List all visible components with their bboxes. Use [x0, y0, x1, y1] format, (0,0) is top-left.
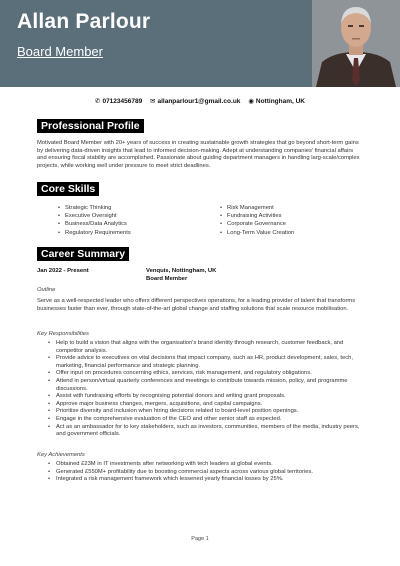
job-employer-block: [146, 268, 216, 283]
candidate-name: Allan Parlour: [17, 10, 151, 33]
skill-item: • Executive Oversight: [58, 212, 131, 220]
page-number: Page 1: [191, 536, 209, 542]
profile-photo: [312, 0, 400, 87]
skill-item: • Strategic Thinking: [58, 204, 131, 212]
section-title-career: Career Summary: [37, 247, 129, 261]
list-item: • Prioritise diversity and inclusion when hiring decisions related to board-level position openings.: [56, 408, 366, 416]
contact-email[interactable]: [150, 98, 242, 105]
achievements-label: Key Achievements: [37, 452, 85, 458]
list-item: • Help to build a vision that aligns with the organisation's brand identity through research, customer feedback, and competitor analysis.: [56, 340, 366, 355]
list-item: • Obtained £23M in IT investments after networking with tech leaders at global events.: [56, 461, 366, 469]
section-title-skills: Core Skills: [37, 182, 99, 196]
responsibilities-list: [56, 340, 366, 439]
skill-item: • Regulatory Requirements: [58, 229, 131, 237]
job-position: Board Member: [146, 275, 188, 282]
skills-list-right: [220, 204, 294, 237]
skills-list-left: [58, 204, 131, 237]
contact-phone[interactable]: [95, 98, 144, 105]
outline-label: Outline: [37, 287, 56, 293]
profile-text: Motivated Board Member with 20+ years of success in creating sustainable growth strategies that go beyond short-term gains by delivering data-driven insights that lead to informed decision-making. Adept at understanding companies' financial affairs and ensuring fiscal stability are accomplished. Passionate about guiding department managers in handling larg-scale/complex projects, while working well under pressure to meet strict deadlines.: [37, 140, 360, 169]
list-item: • Integrated a risk management framework which lessened yearly financial losses by 25%.: [56, 476, 366, 484]
email-text: allanparlour1@gmail.co.uk: [157, 98, 241, 105]
map-marker-icon: ◉: [248, 98, 254, 105]
list-item: • Assist with fundraising efforts by recognising potential donors and writing grant proposals.: [56, 393, 366, 401]
list-item: • Engage in the comprehensive evaluation of the CEO and other senior staff as expected.: [56, 416, 366, 424]
skill-item: • Corporate Governance: [220, 220, 294, 228]
job-employer: Venquis, Nottingham, UK: [146, 268, 217, 274]
list-item: • Provide advice to executives on vital decisions that impact company, such as HR, product development, sales, tech, marketing, financial performance and strategic planning.: [56, 355, 366, 370]
skill-item: • Risk Management: [220, 204, 294, 212]
phone-icon: ✆: [95, 98, 101, 105]
portrait-image: [312, 0, 400, 87]
list-item: • Act as an ambassador for to key stakeholders, such as investors, communities, members of the media, industry peers, and government officials.: [56, 424, 366, 439]
skill-item: • Fundraising Activities: [220, 212, 294, 220]
skill-item: • Business/Data Analytics: [58, 220, 131, 228]
skill-item: • Long-Term Value Creation: [220, 229, 294, 237]
header-banner: [0, 0, 400, 87]
contact-bar: [0, 97, 400, 105]
location-text: Nottingham, UK: [255, 98, 305, 105]
outline-text: Serve as a well-respected leader who offers different perspectives operations, for a leading provider of talent that transforms businesses faster than ever, through state-of-the-art global change and staffing solutions that scale resource mobilisation.: [37, 298, 356, 312]
envelope-icon: ✉: [150, 98, 156, 105]
responsibilities-label: Key Responsibilities: [37, 331, 89, 337]
list-item: • Generated £550M+ profitability due to boosting commercial aspects across various global territories.: [56, 469, 366, 477]
phone-text: 07123456789: [102, 98, 143, 105]
list-item: • Approve major business changes, mergers, acquisitions, and capital campaigns.: [56, 401, 366, 409]
list-item: • Attend in person/virtual quarterly conferences and meetings to contribute towards mission, policy, and programme discussions.: [56, 378, 366, 393]
achievements-list: [56, 461, 366, 484]
contact-location: [248, 98, 305, 105]
section-title-profile: Professional Profile: [37, 119, 144, 133]
candidate-role: Board Member: [17, 44, 103, 59]
job-dates: Jan 2022 - Present: [37, 268, 89, 274]
list-item: • Offer input on procedures concerning ethics, services, risk management, and regulatory obligations.: [56, 370, 366, 378]
